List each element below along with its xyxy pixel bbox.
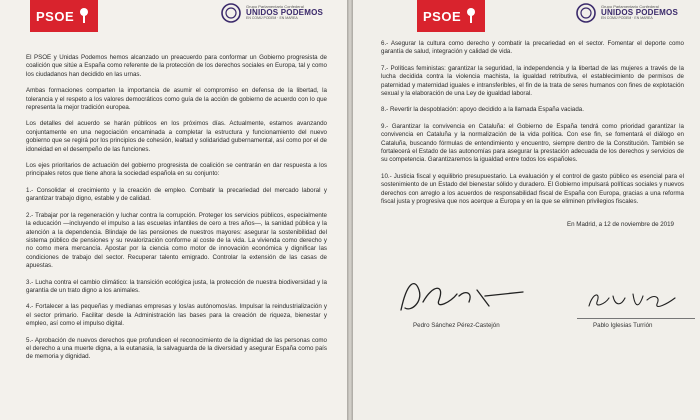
signature-line: [577, 318, 695, 319]
signer-name-sanchez: Pedro Sánchez Pérez-Castejón: [413, 322, 500, 329]
signature-sanchez: [393, 272, 533, 320]
paragraph-details: Los detalles del acuerdo se harán públicos en los próximos días. Actualmente, estamos avanzando conjuntamente en una negociación encaminada a completar la estructura y funcionamiento del nuevo gobierno que se regirá por los principios de cohesión, lealtad y solidaridad gubernamental, así como por el de idoneidad en el desempeño de las funciones.: [26, 120, 327, 153]
list-item: 4.- Fortalecer a las pequeñas y medianas empresas y los/as autónomos/as. Impulsar la reindustrialización y el sector primario. Facilitar desde la Administración las bases para la creación de riqueza, bienestar y empleo, así como el impulso digital.: [26, 303, 327, 328]
list-item: 1.- Consolidar el crecimiento y la creación de empleo. Combatir la precariedad del mercado laboral y garantizar trabajo digno, estable y de calidad.: [26, 186, 327, 203]
list-item: 8.- Revertir la despoblación: apoyo decidido a la llamada España vaciada.: [381, 106, 584, 114]
psoe-logo: [417, 0, 485, 32]
list-item: 2.- Trabajar por la regeneración y luchar contra la corrupción. Proteger los servicios públicos, especialmente la educación —incluyendo el impulso a las escuelas infantiles de cero a tres años—, la sanidad pública y la atención a la dependencia. Blindaje de las pensiones de nuestros mayores: asegurar la sostenibilidad del sistema público de pensiones y su revalorización conforme al coste de la vida. La vivienda como derecho y no como mera mercancía. Apostar por la ciencia como motor de innovación económica y dignificar las condiciones de trabajo del sector. Recuperar talento emigrado. Controlar la extensión de las casas de apuestas.: [26, 211, 327, 270]
unidas-podemos-logo: [220, 2, 323, 24]
left-body: [26, 54, 327, 370]
podemos-circles-icon: [220, 2, 242, 24]
list-item: 3.- Lucha contra el cambio climático: la transición ecológica justa, la protección de nuestra biodiversidad y la garantía de un trato digno a los animales.: [26, 278, 327, 294]
rose-fist-icon: [76, 6, 92, 24]
right-body: [381, 40, 684, 229]
group-label: Grupo Parlamentario Confederal: [246, 4, 304, 10]
psoe-logo-text: PSOE: [423, 8, 462, 24]
signer-name-iglesias: Pablo Iglesias Turrión: [593, 322, 653, 329]
podemos-circles-icon: [575, 2, 597, 24]
signature-iglesias: [581, 284, 691, 318]
document-page-right: [353, 0, 700, 420]
group-sub: EN COMÚ PODEM · EN MAREA: [246, 16, 298, 21]
signature-block: [381, 272, 684, 342]
document-page-left: [0, 0, 347, 420]
list-item: 10.- Justicia fiscal y equilibrio presupuestario. La evaluación y el control de gasto público es esencial para el sostenimiento de un Estado del bienestar sólido y duradero. El Gobierno impulsará políticas sociales y nuevos derechos con arreglo a los acuerdos de responsabilidad fiscal de España con Europa, gracias a una reforma fiscal justa y progresiva que nos acerque a Europa y en la que se eliminen privilegios fiscales.: [381, 172, 684, 206]
unidas-podemos-logo: [575, 2, 678, 24]
paragraph-priorities: Los ejes prioritarios de actuación del gobierno progresista de coalición se centrarán en dar respuesta a los principales retos que tiene ahora la sociedad española en su conjunto:: [26, 162, 327, 178]
rose-fist-icon: [463, 6, 479, 24]
group-label: Grupo Parlamentario Confederal: [600, 4, 659, 10]
group-sub: EN COMÚ PODEM · EN MAREA: [600, 16, 653, 21]
group-name: UNIDOS PODEMOS: [246, 8, 324, 18]
intro-paragraph: El PSOE y Unidas Podemos hemos alcanzado un preacuerdo para conformar un Gobierno progresista de coalición que sitúe a España como referente de la protección de los derechos sociales en Europa, tal y como los ciudadanos han decidido en las urnas.: [26, 54, 327, 78]
list-item: 7.- Políticas feministas: garantizar la seguridad, la independencia y la libertad de las mujeres a través de la lucha decidida contra la violencia machista, la igualdad retributiva, el establecimiento de permisos de paternidad y maternidad iguales e intransferibles, el fin de la trata de seres humanos con fines de explotación sexual y la elaboración de una Ley de igualdad laboral.: [381, 64, 684, 98]
paragraph-values: Ambas formaciones comparten la importancia de asumir el compromiso en defensa de la libertad, la tolerancia y el respeto a los valores democráticos como guía de la acción de gobierno de acuerdo con lo que representa la mejor tradición europea.: [26, 87, 327, 112]
place-date: En Madrid, a 12 de noviembre de 2019: [567, 220, 674, 228]
list-item: 5.- Aprobación de nuevos derechos que profundicen el reconocimiento de la dignidad de las personas como el derecho a una muerte digna, a la eutanasia, la salvaguarda de la diversidad y asegurar España como país de memoria y dignidad.: [26, 336, 327, 361]
psoe-logo: [30, 0, 98, 32]
psoe-logo-text: PSOE: [36, 8, 75, 24]
group-name: UNIDOS PODEMOS: [600, 8, 678, 18]
list-item: 6.- Asegurar la cultura como derecho y combatir la precariedad en el sector. Fomentar el deporte como garantía de salud, integración y calidad de vida.: [381, 40, 684, 56]
list-item: 9.- Garantizar la convivencia en Cataluña: el Gobierno de España tendrá como prioridad garantizar la convivencia en Cataluña y la normalización de la vida política. Con ese fin, se fomentará el diálogo en Cataluña, buscando fórmulas de entendimiento y encuentro, siempre dentro de la Constitución. También se fortalecerá el Estado de las autonomías para asegurar la prestación adecuada de los derechos y servicios de su competencia. Garantizaremos la igualdad entre todos los españoles.: [381, 122, 684, 164]
